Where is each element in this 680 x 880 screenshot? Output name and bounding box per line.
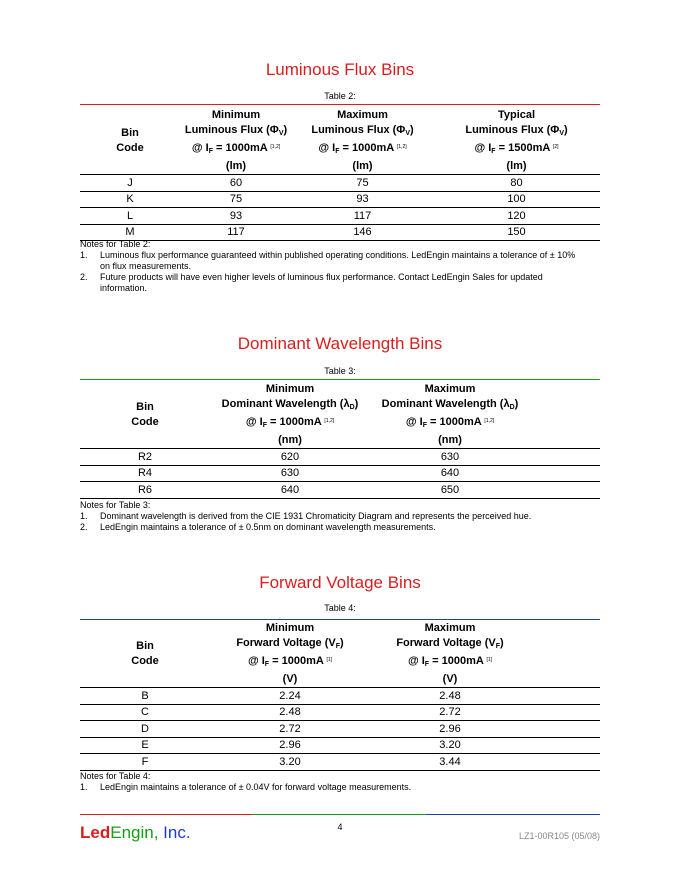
empty-cell	[530, 482, 600, 499]
footer-rule-blue	[426, 814, 600, 815]
note-item: 1. Dominant wavelength is derived from the CIE 1931 Chromaticity Diagram and represents the perceived hue.	[80, 511, 532, 521]
table-row	[80, 191, 600, 208]
voltage-header-minimum: Minimum Forward Voltage $(V_F)$ @ $I_F = 1000mA$ [1] (V)	[210, 621, 370, 688]
min-value-cell: 3.20	[210, 754, 370, 771]
footer-rule-red	[80, 814, 253, 815]
typ-value-cell: 150	[433, 224, 600, 241]
voltage-table-caption: Table 4:	[324, 603, 356, 613]
wavelength-table-top-rule	[80, 379, 600, 380]
table-row	[80, 449, 600, 466]
voltage-table	[80, 621, 600, 771]
empty-cell	[530, 754, 600, 771]
max-value-cell: 75	[292, 175, 433, 192]
bin-code-cell: E	[80, 737, 210, 754]
max-value-cell: 2.96	[370, 721, 530, 738]
min-value-cell: 630	[210, 465, 370, 482]
flux-header-maximum: Maximum Luminous Flux $(\Phi_V)$ @ $I_F = 1000mA$ [1,2] (lm)	[292, 108, 433, 175]
ledengin-logo: LedEngin, Inc.	[80, 823, 191, 842]
note-item: 2. LedEngin maintains a tolerance of ± 0.5nm on dominant wavelength measurements.	[80, 522, 436, 532]
empty-cell	[530, 704, 600, 721]
min-value-cell: 75	[180, 191, 292, 208]
wavelength-table-caption: Table 3:	[324, 366, 356, 376]
wavelength-header-maximum: Maximum Dominant Wavelength $(\lambda_D)$ @ $I_F = 1000mA$ [1,2] (nm)	[370, 382, 530, 449]
max-value-cell: 2.48	[370, 688, 530, 705]
min-value-cell: 60	[180, 175, 292, 192]
voltage-table-top-rule	[80, 619, 600, 620]
bin-code-cell: F	[80, 754, 210, 771]
wavelength-section-title: Dominant Wavelength Bins	[237, 334, 443, 353]
min-value-cell: 117	[180, 224, 292, 241]
wavelength-notes	[80, 500, 580, 533]
bin-code-cell: R6	[80, 482, 210, 499]
min-value-cell: 2.72	[210, 721, 370, 738]
max-value-cell: 3.20	[370, 737, 530, 754]
typ-value-cell: 120	[433, 208, 600, 225]
table-row	[80, 482, 600, 499]
voltage-header-bin-code: Bin Code	[80, 621, 210, 688]
flux-header-minimum: Minimum Luminous Flux $(\Phi_V)$ @ $I_F = 1000mA$ [1,2] (lm)	[180, 108, 292, 175]
bin-code-cell: C	[80, 704, 210, 721]
bin-code-cell: L	[80, 208, 180, 225]
bin-code-cell: M	[80, 224, 180, 241]
empty-cell	[530, 688, 600, 705]
voltage-header-spacer	[530, 621, 600, 688]
table-row	[80, 754, 600, 771]
voltage-notes	[80, 771, 580, 793]
note-item: 2. Future products will have even higher levels of luminous flux performance. Contact LedEngin Sales for updated information.	[80, 272, 543, 293]
max-value-cell: 3.44	[370, 754, 530, 771]
max-value-cell: 146	[292, 224, 433, 241]
table-row	[80, 465, 600, 482]
notes-title: Notes for Table 3:	[80, 500, 151, 510]
max-value-cell: 93	[292, 191, 433, 208]
min-value-cell: 620	[210, 449, 370, 466]
table-row	[80, 688, 600, 705]
note-item: 1. Luminous flux performance guaranteed within published operating conditions. LedEngin maintains a tolerance of ± 10% on flux measurements.	[80, 250, 576, 271]
min-value-cell: 2.24	[210, 688, 370, 705]
bin-code-cell: J	[80, 175, 180, 192]
empty-cell	[530, 465, 600, 482]
typ-value-cell: 80	[433, 175, 600, 192]
bin-code-cell: R2	[80, 449, 210, 466]
wavelength-header-bin-code: Bin Code	[80, 382, 210, 449]
empty-cell	[530, 721, 600, 738]
table-row	[80, 721, 600, 738]
min-value-cell: 2.96	[210, 737, 370, 754]
max-value-cell: 2.72	[370, 704, 530, 721]
flux-section-title: Luminous Flux Bins	[265, 60, 415, 79]
empty-cell	[530, 737, 600, 754]
max-value-cell: 650	[370, 482, 530, 499]
bin-code-cell: B	[80, 688, 210, 705]
notes-title: Notes for Table 2:	[80, 239, 151, 249]
wavelength-table	[80, 382, 600, 499]
voltage-header-maximum: Maximum Forward Voltage $(V_F)$ @ $I_F = 1000mA$ [1] (V)	[370, 621, 530, 688]
max-value-cell: 640	[370, 465, 530, 482]
typ-value-cell: 100	[433, 191, 600, 208]
notes-title: Notes for Table 4:	[80, 771, 151, 781]
table-row	[80, 175, 600, 192]
document-id: LZ1-00R105 (05/08)	[518, 831, 600, 841]
min-value-cell: 2.48	[210, 704, 370, 721]
min-value-cell: 640	[210, 482, 370, 499]
bin-code-cell: D	[80, 721, 210, 738]
max-value-cell: 117	[292, 208, 433, 225]
page-number: 4	[337, 822, 343, 832]
table-row	[80, 737, 600, 754]
table-row	[80, 704, 600, 721]
max-value-cell: 630	[370, 449, 530, 466]
min-value-cell: 93	[180, 208, 292, 225]
footer-rule-green	[253, 814, 426, 815]
flux-header-typical: Typical Luminous Flux $(\Phi_V)$ @ $I_F = 1500mA$ [2] (lm)	[433, 108, 600, 175]
bin-code-cell: K	[80, 191, 180, 208]
bin-code-cell: R4	[80, 465, 210, 482]
flux-table-top-rule	[80, 104, 600, 105]
flux-notes	[80, 239, 580, 294]
wavelength-header-spacer	[530, 382, 600, 449]
table-row	[80, 208, 600, 225]
note-item: 1. LedEngin maintains a tolerance of ± 0.04V for forward voltage measurements.	[80, 782, 412, 792]
voltage-section-title: Forward Voltage Bins	[259, 573, 421, 592]
flux-table	[80, 108, 600, 241]
flux-header-bin-code: Bin Code	[80, 108, 180, 175]
flux-table-caption: Table 2:	[324, 91, 356, 101]
empty-cell	[530, 449, 600, 466]
wavelength-header-minimum: Minimum Dominant Wavelength $(\lambda_D)$ @ $I_F = 1000mA$ [1,2] (nm)	[210, 382, 370, 449]
